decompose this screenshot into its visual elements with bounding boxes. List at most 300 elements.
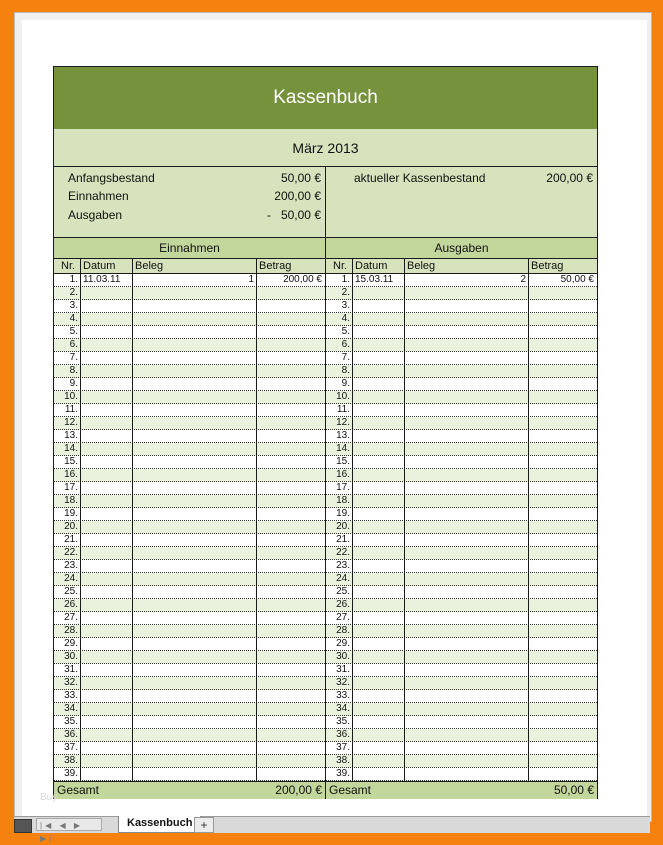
betrag-cell[interactable]: 50,00 € (560, 274, 594, 285)
datum-cell[interactable] (83, 326, 131, 338)
datum-cell[interactable] (355, 378, 403, 390)
beleg-cell[interactable] (406, 716, 526, 728)
beleg-cell[interactable] (134, 300, 254, 312)
table-row (54, 482, 325, 495)
betrag-cell[interactable] (258, 651, 322, 663)
betrag-cell[interactable] (258, 339, 322, 351)
beleg-cell[interactable] (134, 391, 254, 403)
datum-cell[interactable] (83, 664, 131, 676)
beleg-cell[interactable] (134, 365, 254, 377)
beleg-cell[interactable] (406, 339, 526, 351)
datum-cell[interactable] (355, 313, 403, 325)
row-number: 2. (69, 287, 78, 298)
datum-cell[interactable] (355, 365, 403, 377)
table-row (326, 508, 597, 521)
row-number: 26. (336, 599, 350, 610)
beleg-cell[interactable] (134, 625, 254, 637)
beleg-cell[interactable] (406, 534, 526, 546)
betrag-cell[interactable] (258, 690, 322, 702)
datum-cell[interactable] (83, 378, 131, 390)
col-betrag: Betrag (259, 260, 292, 272)
row-number: 6. (69, 339, 78, 350)
beleg-cell[interactable] (406, 586, 526, 598)
beleg-cell[interactable] (134, 495, 254, 507)
datum-cell[interactable] (83, 404, 131, 416)
beleg-cell[interactable] (134, 729, 254, 741)
row-number: 13. (336, 430, 350, 441)
datum-cell[interactable] (83, 495, 131, 507)
datum-cell[interactable] (83, 417, 131, 429)
datum-cell[interactable] (355, 495, 403, 507)
datum-cell[interactable] (355, 638, 403, 650)
beleg-cell[interactable] (406, 742, 526, 754)
datum-cell[interactable] (83, 482, 131, 494)
beleg-cell[interactable]: 2 (520, 274, 526, 285)
betrag-cell[interactable] (258, 443, 322, 455)
table-row (326, 443, 597, 456)
datum-cell[interactable] (83, 625, 131, 637)
beleg-cell[interactable] (134, 651, 254, 663)
datum-cell[interactable] (83, 469, 131, 481)
beleg-cell[interactable] (134, 352, 254, 364)
anfangsbestand-value: 50,00 € (280, 171, 321, 185)
betrag-cell[interactable] (258, 521, 322, 533)
table-row (54, 742, 325, 755)
datum-cell[interactable] (83, 287, 131, 299)
tab-navigation-buttons[interactable]: |◀ ◀ ▶ ▶| (36, 818, 102, 831)
betrag-cell[interactable] (258, 742, 322, 754)
betrag-cell[interactable] (530, 456, 594, 468)
row-number: 31. (64, 664, 78, 675)
row-number: 18. (336, 495, 350, 506)
betrag-cell[interactable] (258, 703, 322, 715)
betrag-cell[interactable] (530, 443, 594, 455)
row-number: 25. (64, 586, 78, 597)
table-row (326, 469, 597, 482)
datum-cell[interactable] (355, 339, 403, 351)
datum-cell[interactable] (83, 755, 131, 767)
datum-cell[interactable] (355, 534, 403, 546)
beleg-cell[interactable] (134, 716, 254, 728)
betrag-cell[interactable] (258, 638, 322, 650)
table-row (54, 508, 325, 521)
row-number: 15. (64, 456, 78, 467)
beleg-cell[interactable] (134, 521, 254, 533)
betrag-cell[interactable] (258, 677, 322, 689)
beleg-cell[interactable] (406, 456, 526, 468)
beleg-cell[interactable] (406, 560, 526, 572)
einnahmen-value: 200,00 € (274, 189, 321, 203)
betrag-cell[interactable] (258, 495, 322, 507)
row-number: 33. (64, 690, 78, 701)
betrag-cell[interactable] (258, 534, 322, 546)
betrag-cell[interactable] (258, 313, 322, 325)
beleg-cell[interactable] (134, 430, 254, 442)
betrag-cell[interactable] (530, 391, 594, 403)
beleg-cell[interactable] (134, 547, 254, 559)
beleg-cell[interactable] (406, 677, 526, 689)
datum-cell[interactable] (355, 742, 403, 754)
table-row (54, 690, 325, 703)
betrag-cell[interactable] (530, 287, 594, 299)
table-row (54, 534, 325, 547)
betrag-cell[interactable] (258, 456, 322, 468)
beleg-cell[interactable] (406, 313, 526, 325)
betrag-cell[interactable] (530, 560, 594, 572)
datum-cell[interactable] (83, 521, 131, 533)
datum-cell[interactable]: 15.03.11 (355, 274, 394, 285)
betrag-cell[interactable] (530, 599, 594, 611)
beleg-cell[interactable] (134, 690, 254, 702)
beleg-cell[interactable] (406, 352, 526, 364)
betrag-cell[interactable] (258, 586, 322, 598)
datum-cell[interactable] (83, 677, 131, 689)
betrag-cell[interactable] (258, 417, 322, 429)
betrag-cell[interactable]: 200,00 € (283, 274, 322, 285)
datum-cell[interactable] (355, 300, 403, 312)
beleg-cell[interactable] (134, 755, 254, 767)
betrag-cell[interactable] (258, 287, 322, 299)
datum-cell[interactable] (355, 521, 403, 533)
betrag-cell[interactable] (258, 547, 322, 559)
datum-cell[interactable] (83, 352, 131, 364)
datum-cell[interactable] (83, 612, 131, 624)
datum-cell[interactable] (355, 287, 403, 299)
add-sheet-button[interactable]: + (194, 817, 214, 833)
beleg-cell[interactable] (134, 287, 254, 299)
betrag-cell[interactable] (530, 573, 594, 585)
betrag-cell[interactable] (530, 508, 594, 520)
table-row (54, 443, 325, 456)
datum-cell[interactable] (355, 729, 403, 741)
beleg-cell[interactable] (406, 404, 526, 416)
betrag-cell[interactable] (530, 755, 594, 767)
datum-cell[interactable] (83, 313, 131, 325)
beleg-cell[interactable] (134, 768, 254, 780)
beleg-cell[interactable] (406, 417, 526, 429)
datum-cell[interactable] (83, 339, 131, 351)
beleg-cell[interactable] (134, 482, 254, 494)
datum-cell[interactable] (355, 651, 403, 663)
table-row (54, 521, 325, 534)
betrag-cell[interactable] (530, 768, 594, 780)
datum-cell[interactable] (355, 664, 403, 676)
beleg-cell[interactable] (406, 612, 526, 624)
betrag-cell[interactable] (530, 625, 594, 637)
table-row (54, 300, 325, 313)
row-number: 23. (64, 560, 78, 571)
table-row (326, 482, 597, 495)
row-number: 23. (336, 560, 350, 571)
row-number: 38. (336, 755, 350, 766)
table-row (54, 469, 325, 482)
datum-cell[interactable] (355, 768, 403, 780)
betrag-cell[interactable] (258, 391, 322, 403)
betrag-cell[interactable] (258, 404, 322, 416)
beleg-cell[interactable] (134, 378, 254, 390)
col-datum: Datum (83, 260, 116, 272)
beleg-cell[interactable] (134, 443, 254, 455)
betrag-cell[interactable] (530, 677, 594, 689)
table-row (54, 677, 325, 690)
datum-cell[interactable] (83, 586, 131, 598)
betrag-cell[interactable] (530, 664, 594, 676)
beleg-cell[interactable] (406, 638, 526, 650)
beleg-cell[interactable] (134, 508, 254, 520)
beleg-cell[interactable] (134, 560, 254, 572)
row-number: 5. (69, 326, 78, 337)
betrag-cell[interactable] (530, 534, 594, 546)
betrag-cell[interactable] (530, 404, 594, 416)
datum-cell[interactable] (355, 443, 403, 455)
betrag-cell[interactable] (530, 339, 594, 351)
beleg-cell[interactable] (406, 508, 526, 520)
betrag-cell[interactable] (258, 430, 322, 442)
beleg-cell[interactable] (406, 755, 526, 767)
betrag-cell[interactable] (258, 729, 322, 741)
beleg-cell[interactable] (406, 495, 526, 507)
beleg-cell[interactable] (406, 664, 526, 676)
beleg-cell[interactable] (406, 768, 526, 780)
datum-cell[interactable] (83, 534, 131, 546)
table-row (54, 547, 325, 560)
datum-cell[interactable] (355, 391, 403, 403)
beleg-cell[interactable] (134, 404, 254, 416)
beleg-cell[interactable] (406, 378, 526, 390)
datum-cell[interactable] (355, 625, 403, 637)
beleg-cell[interactable] (406, 430, 526, 442)
table-row (326, 547, 597, 560)
datum-cell[interactable] (83, 651, 131, 663)
beleg-cell[interactable] (406, 703, 526, 715)
row-number: 28. (336, 625, 350, 636)
beleg-cell[interactable] (406, 651, 526, 663)
beleg-cell[interactable] (406, 300, 526, 312)
beleg-cell[interactable] (134, 599, 254, 611)
betrag-cell[interactable] (258, 508, 322, 520)
betrag-cell[interactable] (258, 365, 322, 377)
betrag-cell[interactable] (530, 482, 594, 494)
datum-cell[interactable] (355, 326, 403, 338)
beleg-cell[interactable] (134, 534, 254, 546)
datum-cell[interactable] (83, 560, 131, 572)
betrag-cell[interactable] (530, 430, 594, 442)
datum-cell[interactable] (355, 456, 403, 468)
datum-cell[interactable] (83, 703, 131, 715)
table-row (326, 378, 597, 391)
beleg-cell[interactable] (406, 547, 526, 559)
betrag-cell[interactable] (258, 716, 322, 728)
datum-cell[interactable] (355, 690, 403, 702)
datum-cell[interactable] (355, 716, 403, 728)
betrag-cell[interactable] (258, 755, 322, 767)
row-number: 36. (64, 729, 78, 740)
beleg-cell[interactable] (406, 482, 526, 494)
row-number: 39. (64, 768, 78, 779)
datum-cell[interactable] (83, 599, 131, 611)
beleg-cell[interactable] (406, 521, 526, 533)
beleg-cell[interactable] (134, 612, 254, 624)
betrag-cell[interactable] (530, 742, 594, 754)
betrag-cell[interactable] (530, 326, 594, 338)
beleg-cell[interactable] (406, 365, 526, 377)
row-number: 12. (336, 417, 350, 428)
datum-cell[interactable] (355, 599, 403, 611)
betrag-cell[interactable] (258, 664, 322, 676)
betrag-cell[interactable] (530, 352, 594, 364)
row-number: 7. (341, 352, 350, 363)
betrag-cell[interactable] (258, 612, 322, 624)
betrag-cell[interactable] (258, 378, 322, 390)
beleg-cell[interactable] (134, 417, 254, 429)
beleg-cell[interactable] (134, 638, 254, 650)
betrag-cell[interactable] (258, 352, 322, 364)
datum-cell[interactable] (83, 443, 131, 455)
datum-cell[interactable] (355, 352, 403, 364)
betrag-cell[interactable] (258, 599, 322, 611)
summary-row-kassenbestand (326, 169, 597, 187)
betrag-cell[interactable] (530, 521, 594, 533)
datum-cell[interactable]: 11.03.11 (83, 274, 121, 285)
datum-cell[interactable] (83, 300, 131, 312)
beleg-cell[interactable] (406, 599, 526, 611)
betrag-cell[interactable] (530, 586, 594, 598)
datum-cell[interactable] (83, 547, 131, 559)
beleg-cell[interactable] (406, 573, 526, 585)
datum-cell[interactable] (83, 690, 131, 702)
betrag-cell[interactable] (530, 716, 594, 728)
datum-cell[interactable] (355, 508, 403, 520)
sheet-view-icon[interactable] (14, 819, 32, 833)
datum-cell[interactable] (83, 391, 131, 403)
beleg-cell[interactable] (406, 391, 526, 403)
beleg-cell[interactable] (134, 677, 254, 689)
datum-cell[interactable] (83, 729, 131, 741)
datum-cell[interactable] (83, 716, 131, 728)
beleg-cell[interactable] (406, 469, 526, 481)
datum-cell[interactable] (355, 417, 403, 429)
datum-cell[interactable] (83, 456, 131, 468)
table-row (326, 326, 597, 339)
beleg-cell[interactable] (406, 326, 526, 338)
datum-cell[interactable] (355, 573, 403, 585)
betrag-cell[interactable] (530, 313, 594, 325)
betrag-cell[interactable] (258, 469, 322, 481)
betrag-cell[interactable] (530, 378, 594, 390)
betrag-cell[interactable] (258, 768, 322, 780)
einnahmen-total-value: 200,00 € (275, 783, 322, 797)
betrag-cell[interactable] (530, 495, 594, 507)
datum-cell[interactable] (83, 742, 131, 754)
datum-cell[interactable] (83, 638, 131, 650)
table-row (54, 703, 325, 716)
betrag-cell[interactable] (258, 300, 322, 312)
beleg-cell[interactable] (406, 625, 526, 637)
betrag-cell[interactable] (530, 729, 594, 741)
column-separator (80, 259, 81, 781)
datum-cell[interactable] (355, 404, 403, 416)
datum-cell[interactable] (355, 547, 403, 559)
row-number: 33. (336, 690, 350, 701)
betrag-cell[interactable] (258, 625, 322, 637)
einnahmen-table (54, 274, 325, 781)
datum-cell[interactable] (83, 430, 131, 442)
datum-cell[interactable] (355, 586, 403, 598)
table-row (54, 378, 325, 391)
datum-cell[interactable] (355, 677, 403, 689)
column-separator (256, 259, 257, 781)
betrag-cell[interactable] (530, 417, 594, 429)
row-number: 6. (341, 339, 350, 350)
beleg-cell[interactable] (406, 443, 526, 455)
column-separator (352, 259, 353, 781)
beleg-cell[interactable] (134, 703, 254, 715)
datum-cell[interactable] (355, 755, 403, 767)
table-row (326, 742, 597, 755)
beleg-cell[interactable] (134, 313, 254, 325)
beleg-cell[interactable] (134, 664, 254, 676)
datum-cell[interactable] (83, 768, 131, 780)
betrag-cell[interactable] (530, 547, 594, 559)
col-beleg: Beleg (135, 260, 164, 272)
row-number: 25. (336, 586, 350, 597)
row-number: 35. (336, 716, 350, 727)
betrag-cell[interactable] (530, 365, 594, 377)
betrag-cell[interactable] (530, 612, 594, 624)
table-row (326, 339, 597, 352)
beleg-cell[interactable] (406, 287, 526, 299)
datum-cell[interactable] (355, 469, 403, 481)
datum-cell[interactable] (83, 365, 131, 377)
row-number: 18. (64, 495, 78, 506)
beleg-cell[interactable] (134, 326, 254, 338)
betrag-cell[interactable] (530, 638, 594, 650)
betrag-cell[interactable] (258, 326, 322, 338)
betrag-cell[interactable] (258, 573, 322, 585)
datum-cell[interactable] (355, 430, 403, 442)
betrag-cell[interactable] (530, 300, 594, 312)
beleg-cell[interactable] (134, 469, 254, 481)
betrag-cell[interactable] (258, 560, 322, 572)
datum-cell[interactable] (83, 573, 131, 585)
betrag-cell[interactable] (530, 690, 594, 702)
betrag-cell[interactable] (530, 469, 594, 481)
beleg-cell[interactable]: 1 (248, 274, 254, 285)
beleg-cell[interactable] (134, 742, 254, 754)
datum-cell[interactable] (355, 482, 403, 494)
datum-cell[interactable] (83, 508, 131, 520)
ausgaben-total-row (326, 781, 597, 799)
tab-kassenbuch[interactable]: Kassenbuch (118, 816, 201, 833)
beleg-cell[interactable] (134, 339, 254, 351)
datum-cell[interactable] (355, 703, 403, 715)
beleg-cell[interactable] (134, 586, 254, 598)
table-row (54, 495, 325, 508)
beleg-cell[interactable] (134, 456, 254, 468)
beleg-cell[interactable] (406, 729, 526, 741)
betrag-cell[interactable] (530, 651, 594, 663)
beleg-cell[interactable] (406, 690, 526, 702)
betrag-cell[interactable] (530, 703, 594, 715)
table-row (326, 417, 597, 430)
datum-cell[interactable] (355, 560, 403, 572)
table-row (326, 352, 597, 365)
datum-cell[interactable] (355, 612, 403, 624)
row-number: 1. (341, 274, 350, 285)
betrag-cell[interactable] (258, 482, 322, 494)
row-number: 27. (64, 612, 78, 623)
beleg-cell[interactable] (134, 573, 254, 585)
